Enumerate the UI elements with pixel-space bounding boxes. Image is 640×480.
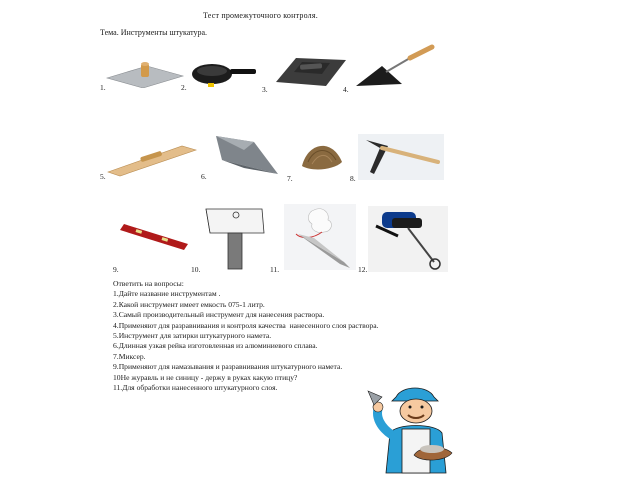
plastering-float-icon	[274, 52, 348, 88]
bucket-scoop-icon	[190, 60, 260, 94]
question-item: 5.Инструмент для затирки штукатурного намета.	[113, 331, 272, 341]
plasterer-worker-icon	[362, 383, 462, 475]
figure-label: 8.	[350, 174, 356, 183]
trowel-icon	[352, 44, 436, 90]
questions-heading: Ответить на вопросы:	[113, 279, 184, 288]
long-float-icon	[106, 140, 198, 178]
question-item: 9.Применяют для намазывания и разравнивания штукатурного намета.	[113, 362, 343, 372]
figure-label: 10.	[191, 265, 201, 274]
test-title: Тест промежуточного контроля.	[203, 11, 318, 20]
question-item: 6.Длинная узкая рейка изготовленная из алюминиевого сплава.	[113, 341, 318, 351]
figure-label: 11.	[270, 265, 280, 274]
mallet-icon	[200, 205, 270, 271]
questions-block	[113, 279, 443, 393]
question-item: 4.Применяют для разравнивания и контроля качества нанесенного слоя раствора.	[113, 320, 379, 330]
question-item: 3.Самый производительный инструмент для нанесения раствора.	[113, 310, 325, 320]
plumb-bob-icon	[284, 204, 356, 270]
mixer-drill-icon	[368, 206, 448, 272]
figure-label: 7.	[287, 174, 293, 183]
question-item: 11.Для обработки нанесенного штукатурного слоя.	[113, 383, 278, 393]
level-icon	[118, 222, 190, 252]
brush-icon	[298, 136, 346, 176]
figure-label: 4.	[343, 85, 349, 94]
figure-label: 6.	[201, 172, 207, 181]
figure-label: 1.	[100, 83, 106, 92]
test-subject: Тема. Инструменты штукатура.	[100, 28, 208, 37]
figure-label: 9.	[113, 265, 119, 274]
plaster-hawk-icon	[105, 58, 185, 88]
corner-trowel-icon	[214, 132, 280, 178]
figure-label: 12.	[358, 265, 368, 274]
question-item: 7.Миксер.	[113, 351, 146, 361]
figure-label: 3.	[262, 85, 268, 94]
pick-hammer-icon	[358, 134, 444, 180]
question-item: 10Не журавль и не синицу - держу в руках какую птицу?	[113, 372, 298, 382]
question-item: 1.Дайте название инструментам .	[113, 289, 221, 299]
figure-label: 2.	[181, 83, 187, 92]
question-item: 2.Какой инструмент имеет емкость 075-1 литр.	[113, 299, 265, 309]
figure-label: 5.	[100, 172, 106, 181]
